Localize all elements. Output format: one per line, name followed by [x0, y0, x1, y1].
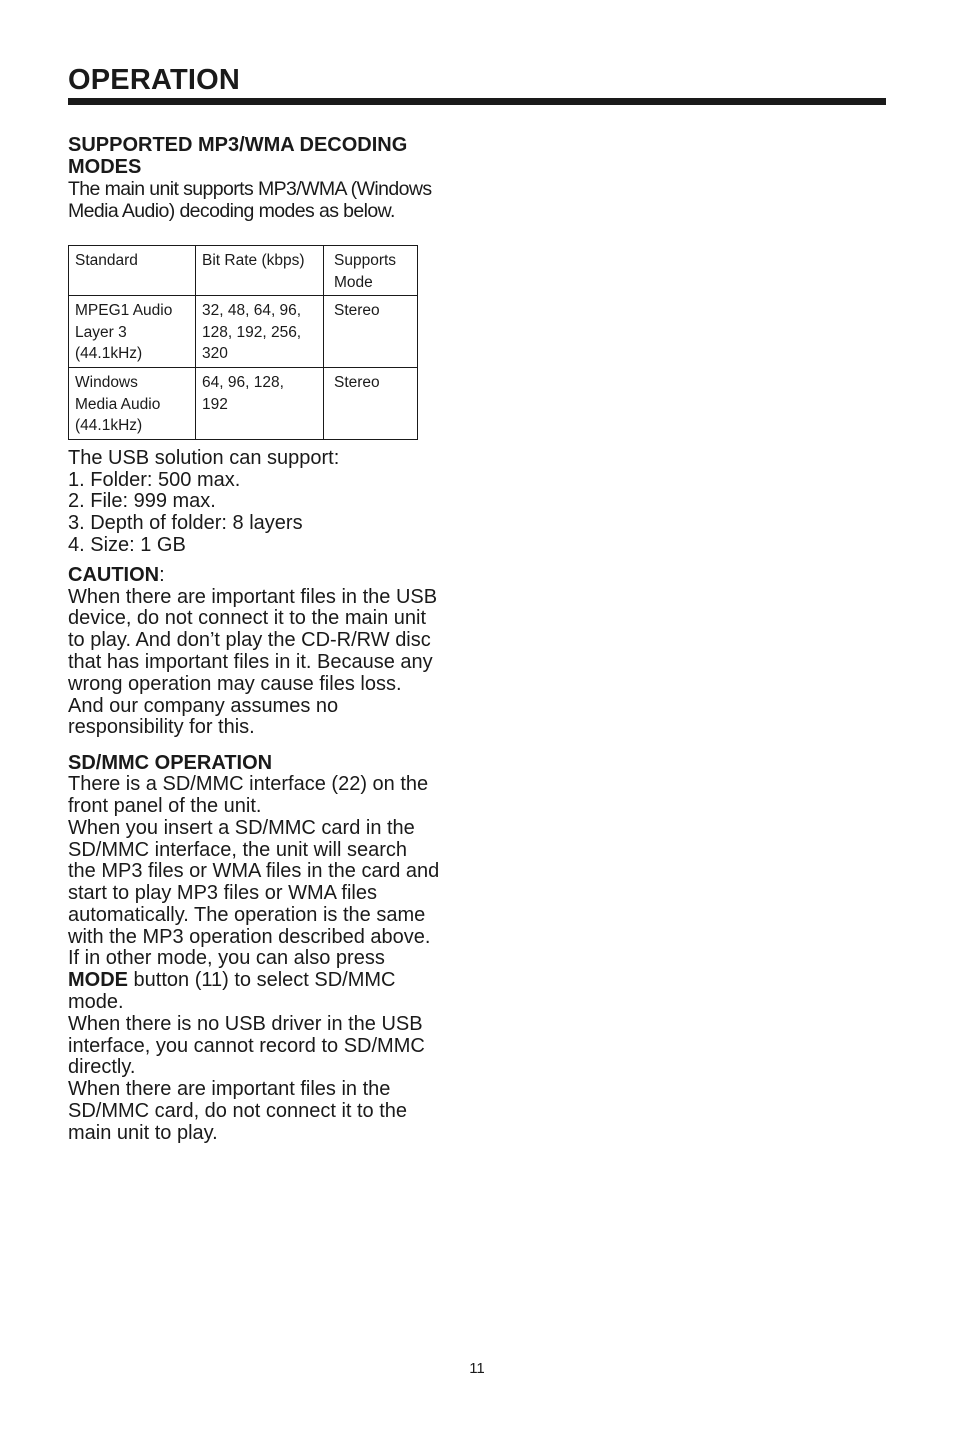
sd-mmc-text — [68, 774, 468, 1145]
decoding-intro-line-1: The main unit supports MP3/WMA (Windows — [68, 178, 432, 200]
mode-line-rest: button (11) to select SD/MMC — [128, 969, 396, 992]
sd-mmc-line: When there are important files in the — [68, 1078, 391, 1101]
sd-mmc-line: interface, you cannot record to SD/MMC — [68, 1034, 425, 1057]
sd-mmc-line: with the MP3 operation described above. — [68, 925, 431, 948]
sd-mmc-line: directly. — [68, 1056, 136, 1079]
usb-support-section — [68, 448, 468, 557]
list-item: 1. Folder: 500 max. — [68, 468, 241, 491]
sd-mmc-line: start to play MP3 files or WMA files — [68, 882, 377, 905]
caution-label: CAUTION — [68, 563, 160, 586]
table-cell-standard: Windows Media Audio (44.1kHz) — [69, 367, 196, 439]
usb-support-list — [68, 448, 468, 557]
sd-mmc-line: When you insert a SD/MMC card in the — [68, 816, 415, 839]
mode-button-label: MODE — [68, 969, 128, 992]
header-cell-bit-rate: Bit Rate (kbps) — [196, 246, 324, 296]
table-row — [69, 296, 418, 368]
sd-mmc-line: main unit to play. — [68, 1121, 218, 1144]
caution-line: responsibility for this. — [68, 716, 255, 739]
caution-line: device, do not connect it to the main unit — [68, 607, 426, 630]
sd-mmc-line: There is a SD/MMC interface (22) on the — [68, 773, 429, 796]
caution-line: wrong operation may cause files loss. — [68, 672, 402, 695]
table-cell-mode: Stereo — [324, 296, 418, 368]
caution-line: And our company assumes no — [68, 694, 339, 717]
table-cell-bit-rate: 32, 48, 64, 96, 128, 192, 256, 320 — [196, 296, 324, 368]
header-cell-supports-mode: Supports Mode — [324, 246, 418, 296]
table-cell-bit-rate: 64, 96, 128, 192 — [196, 367, 324, 439]
sd-mmc-line: SD/MMC card, do not connect it to the — [68, 1100, 408, 1123]
page-number: 11 — [469, 1360, 485, 1377]
table-cell-mode: Stereo — [324, 367, 418, 439]
sd-mmc-line: front panel of the unit. — [68, 794, 262, 817]
list-item: 3. Depth of folder: 8 layers — [68, 512, 303, 535]
page-title: OPERATION — [68, 64, 241, 96]
caution-line: When there are important files in the USB — [68, 585, 438, 608]
caution-section — [68, 565, 468, 739]
decoding-heading-line-2: MODES — [68, 156, 142, 178]
decoding-intro — [68, 178, 468, 222]
sd-mmc-heading: SD/MMC OPERATION — [68, 752, 273, 775]
header-cell-standard: Standard — [69, 246, 196, 296]
caution-line: that has important files in it. Because any — [68, 650, 433, 673]
decoding-intro-line-2: Media Audio) decoding modes as below. — [68, 200, 395, 222]
table-header-row — [69, 246, 418, 296]
sd-mmc-line: When there is no USB driver in the USB — [68, 1012, 423, 1035]
sd-mmc-line: If in other mode, you can also press — [68, 947, 385, 970]
sd-mmc-line: automatically. The operation is the same — [68, 903, 426, 926]
sd-mmc-line: mode. — [68, 991, 124, 1014]
caution-line: to play. And don’t play the CD-R/RW disc — [68, 629, 431, 652]
decoding-heading-line-1: SUPPORTED MP3/WMA DECODING — [68, 134, 408, 156]
usb-intro: The USB solution can support: — [68, 446, 340, 469]
decoding-modes-table — [68, 245, 418, 440]
table-row — [69, 367, 418, 439]
sd-mmc-section — [68, 752, 468, 1145]
table-cell-standard: MPEG1 Audio Layer 3 (44.1kHz) — [69, 296, 196, 368]
caution-text — [68, 565, 468, 739]
sd-mmc-line: SD/MMC interface, the unit will search — [68, 838, 408, 861]
decoding-modes-heading — [68, 134, 468, 178]
caution-colon: : — [159, 563, 165, 586]
decoding-modes-section — [68, 134, 468, 440]
content-column — [68, 134, 468, 1145]
sd-mmc-line: the MP3 files or WMA files in the card and — [68, 860, 440, 883]
list-item: 2. File: 999 max. — [68, 490, 216, 513]
title-rule — [68, 98, 886, 105]
list-item: 4. Size: 1 GB — [68, 533, 186, 556]
